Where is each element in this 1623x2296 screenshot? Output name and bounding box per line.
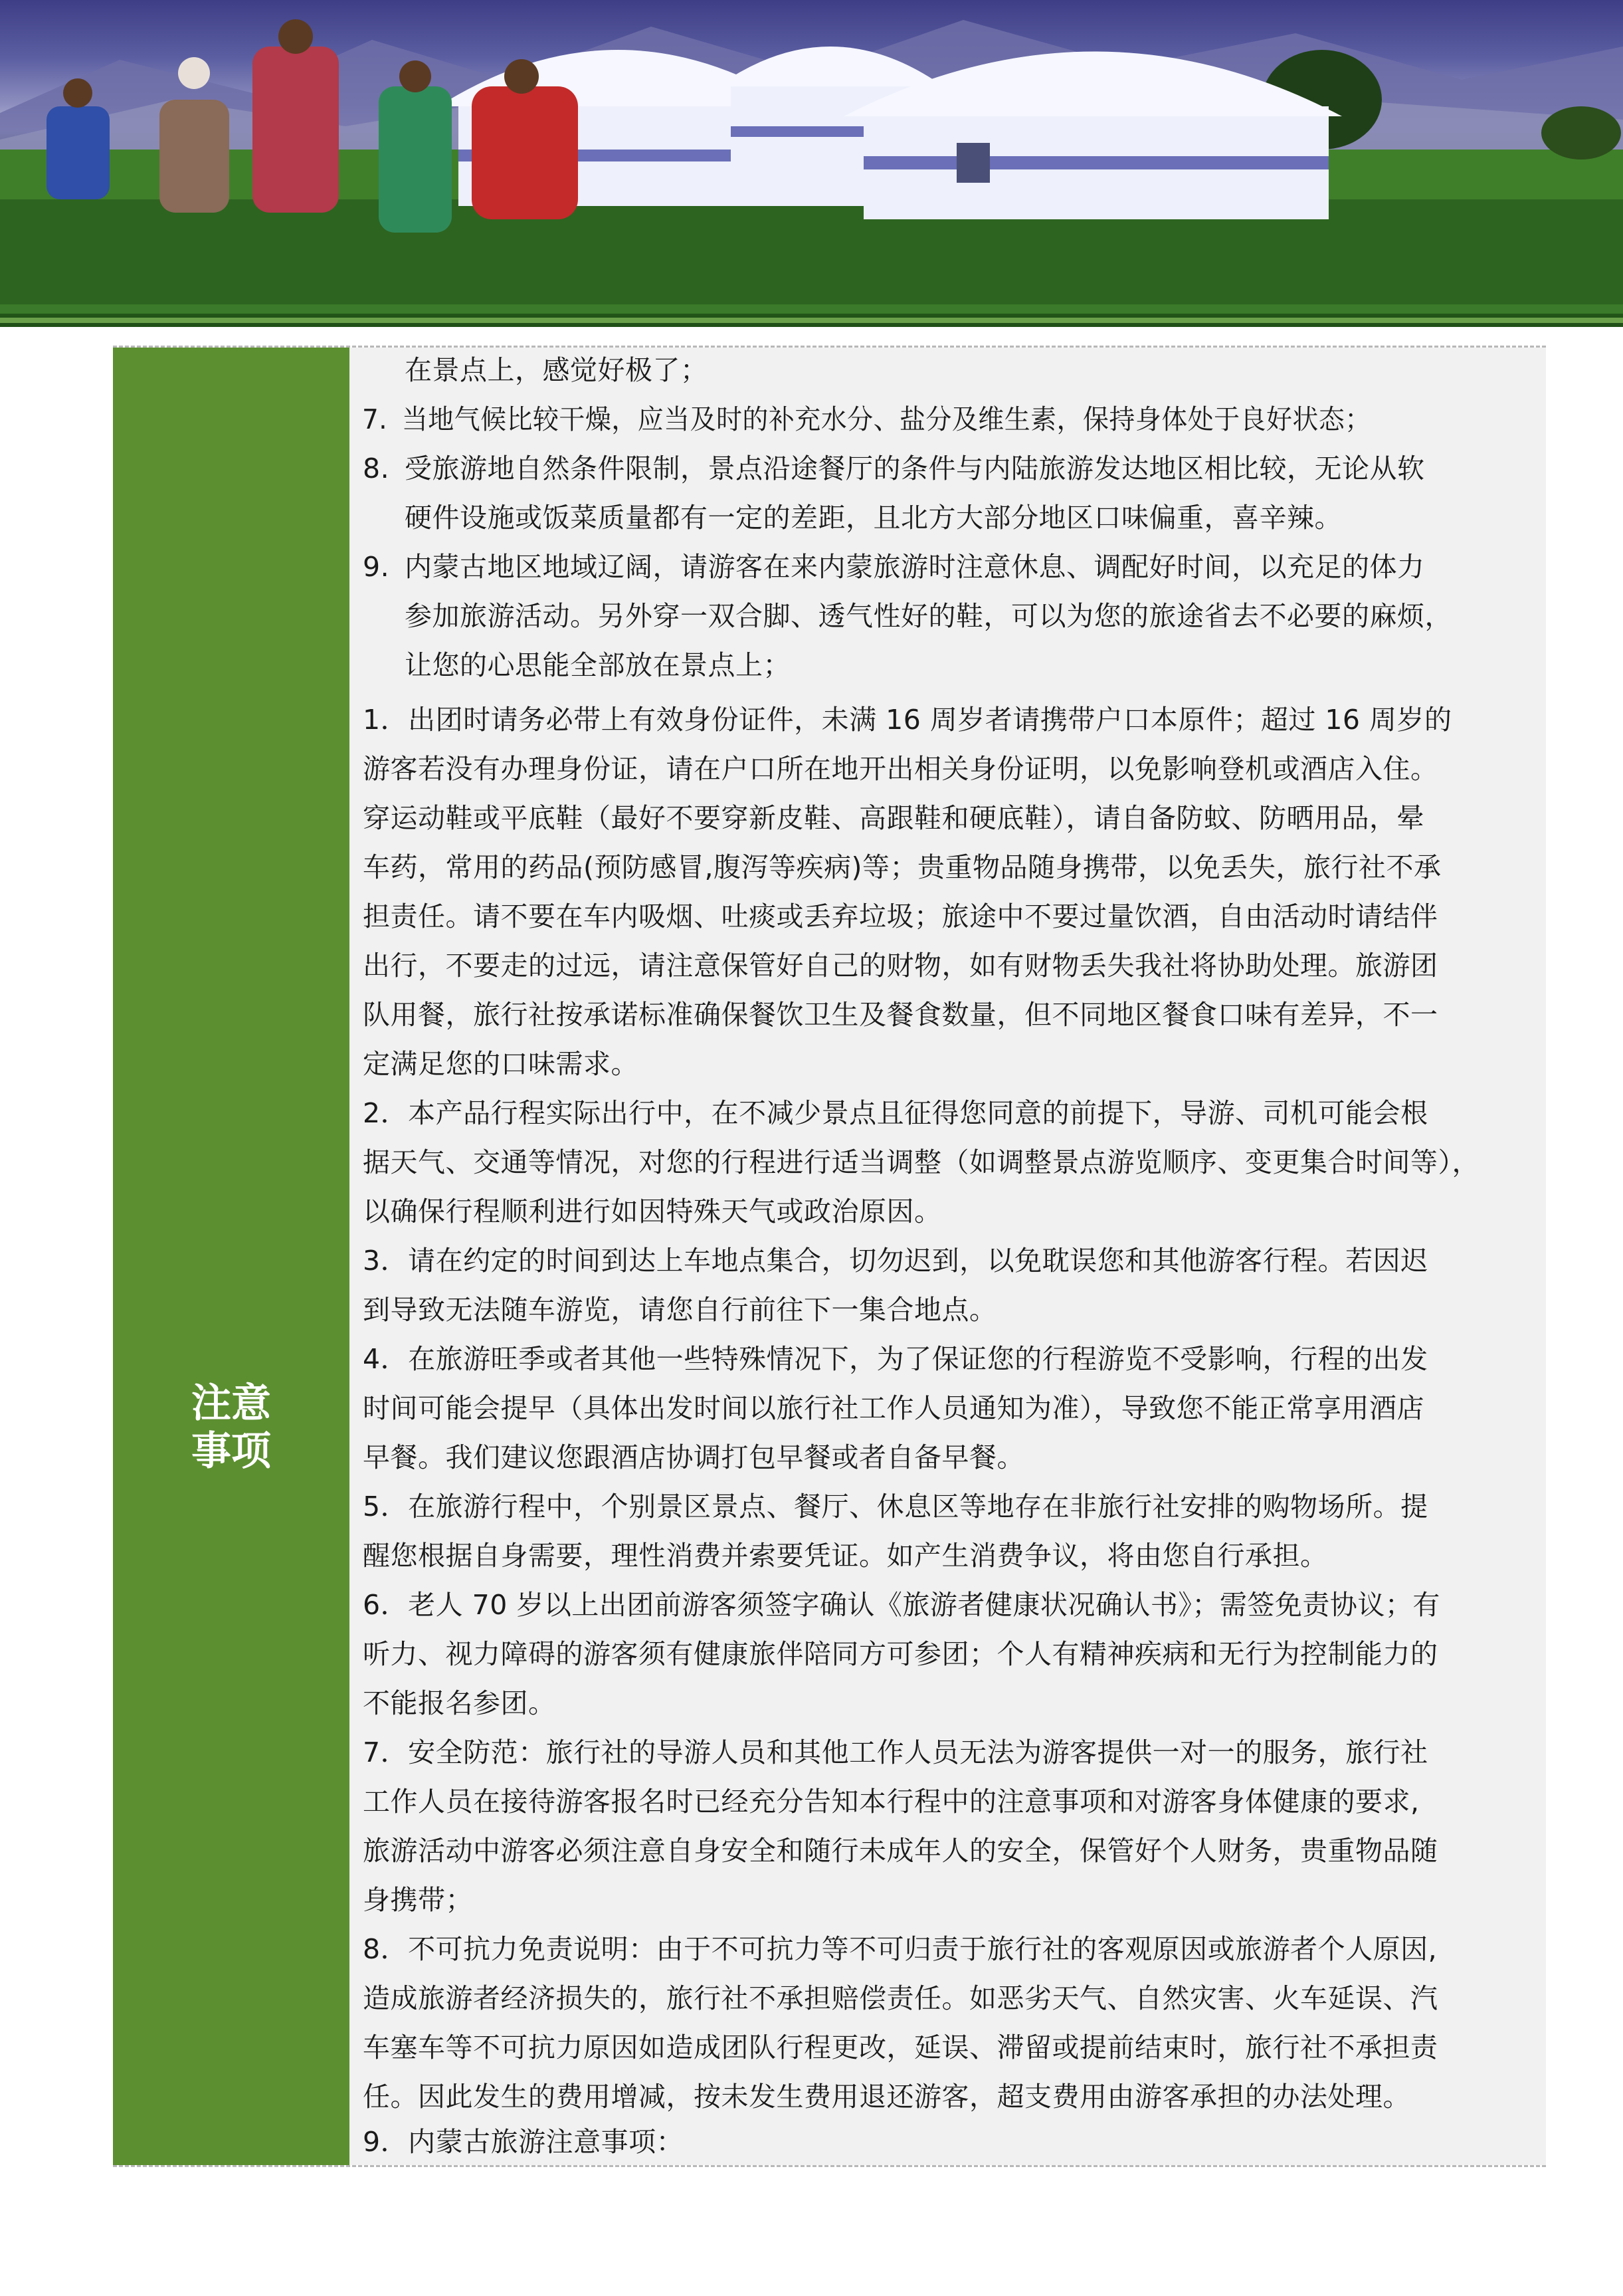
item-text: 让您的心思能全部放在景点上； xyxy=(405,649,791,681)
paragraph-line: 任。因此发生的费用增减，按未发生费用退还游客，超支费用由游客承担的办法处理。 xyxy=(363,2081,1410,2113)
paragraph-line: 定满足您的口味需求。 xyxy=(363,1048,638,1080)
paragraph-line: 身携带； xyxy=(363,1884,473,1916)
paragraph-line: 不能报名参团。 xyxy=(363,1687,556,1719)
item-text: 当地气候比较干燥，应当及时的补充水分、盐分及维生素，保持身体处于良好状态； xyxy=(401,403,1371,435)
paragraph-line: 早餐。我们建议您跟酒店协调打包早餐或者自备早餐。 xyxy=(363,1441,1024,1473)
paragraph-line: 队用餐，旅行社按承诺标准确保餐饮卫生及餐食数量，但不同地区餐食口味有差异，不一 xyxy=(363,999,1438,1031)
paragraph-line: 5．在旅游行程中，个别景区景点、餐厅、休息区等地存在非旅行社安排的购物场所。提 xyxy=(363,1491,1428,1522)
paragraph-line: 车塞车等不可抗力原因如造成团队行程更改，延误、滞留或提前结束时，旅行社不承担责 xyxy=(363,2032,1438,2063)
item-text: 参加旅游活动。另外穿一双合脚、透气性好的鞋，可以为您的旅途省去不必要的麻烦， xyxy=(405,600,1452,632)
item-number: 8. xyxy=(363,453,390,484)
paragraph-line: 工作人员在接待游客报名时已经充分告知本行程中的注意事项和对游客身体健康的要求, xyxy=(363,1786,1420,1818)
list-item xyxy=(349,542,1425,591)
paragraph-line: 担责任。请不要在车内吸烟、吐痰或丢弃垃圾；旅途中不要过量饮酒，自由活动时请结伴 xyxy=(363,900,1438,932)
header-banner-image xyxy=(0,0,1623,327)
item-text: 受旅游地自然条件限制，景点沿途餐厅的条件与内陆旅游发达地区相比较，无论从软 xyxy=(405,453,1425,484)
list-item xyxy=(349,346,708,395)
paragraph-line: 以确保行程顺利进行如因特殊天气或政治原因。 xyxy=(363,1196,942,1227)
list-item xyxy=(349,493,1342,542)
banner-rule xyxy=(0,304,1623,314)
paragraph-line: 时间可能会提早（具体出发时间以旅行社工作人员通知为准），导致您不能正常享用酒店 xyxy=(363,1392,1424,1424)
item-number: 9. xyxy=(363,551,390,583)
list-item xyxy=(349,591,1452,641)
paragraph-line: 据天气、交通等情况，对您的行程进行适当调整（如调整景点游览顺序、变更集合时间等）， xyxy=(363,1146,1480,1178)
row-label-line: 注意 xyxy=(191,1380,271,1427)
yurt-landscape-illustration xyxy=(0,0,1623,327)
notes-row-continued xyxy=(113,346,1546,692)
row-label-cell xyxy=(113,690,349,2165)
paragraph-line: 3．请在约定的时间到达上车地点集合，切勿迟到，以免耽误您和其他游客行程。若因迟 xyxy=(363,1245,1428,1277)
paragraph-line: 2．本产品行程实际出行中，在不减少景点且征得您同意的前提下，导游、司机可能会根 xyxy=(363,1097,1428,1129)
item-text: 内蒙古地区地域辽阔，请游客在来内蒙旅游时注意休息、调配好时间，以充足的体力 xyxy=(405,551,1425,583)
row-label-cell xyxy=(113,348,349,690)
row-label-line: 事项 xyxy=(191,1428,271,1475)
item-number: 7. xyxy=(362,403,388,435)
list-item xyxy=(349,395,1538,444)
list-item xyxy=(349,444,1425,493)
paragraph-line: 7．安全防范：旅行社的导游人员和其他工作人员无法为游客提供一对一的服务，旅行社 xyxy=(363,1736,1428,1768)
paragraph-line: 听力、视力障碍的游客须有健康旅伴陪同方可参团；个人有精神疾病和无行为控制能力的 xyxy=(363,1638,1438,1670)
row-content-cell xyxy=(349,348,1546,690)
paragraph-line: 出行，不要走的过远，请注意保管好自己的财物，如有财物丢失我社将协助处理。旅游团 xyxy=(363,950,1438,982)
list-item xyxy=(349,641,791,690)
notes-row xyxy=(113,690,1546,2167)
paragraph-line: 9．内蒙古旅游注意事项： xyxy=(363,2126,684,2158)
paragraph-line: 6．老人 70 岁以上出团前游客须签字确认《旅游者健康状况确认书》；需签免责协议；有 xyxy=(363,1589,1440,1621)
paragraph-line: 造成旅游者经济损失的，旅行社不承担赔偿责任。如恶劣天气、自然灾害、火车延误、汽 xyxy=(363,1982,1438,2014)
item-text: 硬件设施或饭菜质量都有一定的差距，且北方大部分地区口味偏重，喜辛辣。 xyxy=(405,502,1342,534)
paragraph-line: 到导致无法随车游览，请您自行前往下一集合地点。 xyxy=(363,1294,997,1326)
row-label xyxy=(185,1380,278,1475)
item-text: 在景点上，感觉好极了； xyxy=(405,354,708,386)
banner-rule xyxy=(0,318,1623,323)
paragraph-line: 8．不可抗力免责说明：由于不可抗力等不可归责于旅行社的客观原因或旅游者个人原因, xyxy=(363,1933,1438,1965)
paragraph-line: 车药，常用的药品(预防感冒,腹泻等疾病)等；贵重物品随身携带，以免丢失，旅行社不承 xyxy=(363,851,1442,883)
paragraph-line: 旅游活动中游客必须注意自身安全和随行未成年人的安全，保管好个人财务，贵重物品随 xyxy=(363,1835,1438,1867)
paragraph-line: 穿运动鞋或平底鞋（最好不要穿新皮鞋、高跟鞋和硬底鞋），请自备防蚊、防晒用品，晕 xyxy=(363,802,1424,834)
row-content-cell xyxy=(349,690,1546,2165)
paragraph-line: 游客若没有办理身份证，请在户口所在地开出相关身份证明，以免影响登机或酒店入住。 xyxy=(363,753,1438,785)
paragraph-line: 醒您根据自身需要，理性消费并索要凭证。如产生消费争议，将由您自行承担。 xyxy=(363,1540,1328,1572)
paragraph-line: 1．出团时请务必带上有效身份证件，未满 16 周岁者请携带户口本原件；超过 16 周岁的 xyxy=(363,704,1452,736)
paragraph-line: 4．在旅游旺季或者其他一些特殊情况下，为了保证您的行程游览不受影响，行程的出发 xyxy=(363,1343,1428,1375)
